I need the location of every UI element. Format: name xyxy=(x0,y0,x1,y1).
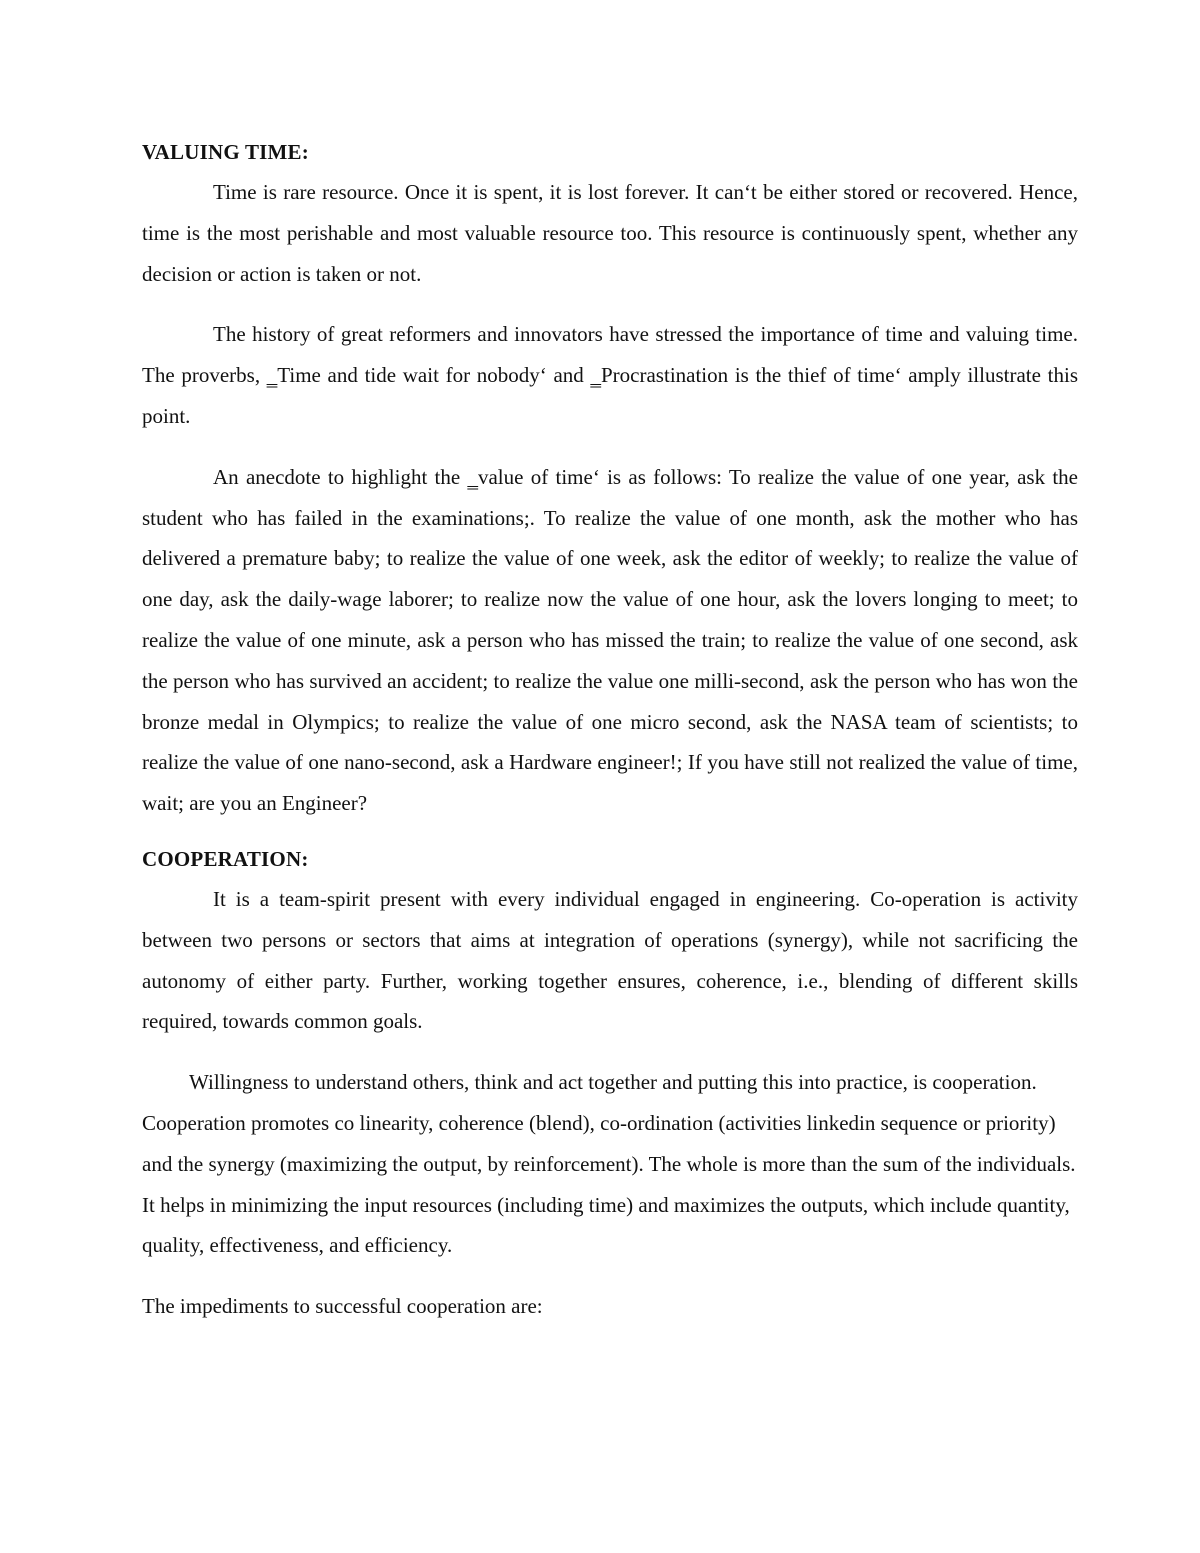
paragraph-willingness: Willingness to understand others, think and act together and putting this into practice, is cooperation. Cooperation promotes co linearity, coherence (blend), co-ordination (activities linkedin sequence or priority) and the synergy (maximizing the output, by reinforcement). The whole is more than the sum of the individuals. It helps in minimizing the input resources (including time) and maximizes the outputs, which include quantity, quality, effectiveness, and efficiency. xyxy=(142,1070,1076,1258)
paragraph-anecdote: An anecdote to highlight the ‗value of time‘ is as follows: To realize the value of one year, ask the student who has failed in the examinations;. To realize the value of one month, ask the mother who has delivered a premature baby; to realize the value of one week, ask the editor of weekly; to realize the value of one day, ask the daily-wage laborer; to realize now the value of one hour, ask the lovers longing to meet; to realize the value of one minute, ask a person who has missed the train; to realize the value of one second, ask the person who has survived an accident; to realize the value one milli-second, ask the person who has won the bronze medal in Olympics; to realize the value of one micro second, ask the NASA team of scientists; to realize the value of one nano-second, ask a Hardware engineer!; If you have still not realized the value of time, wait; are you an Engineer? xyxy=(142,464,1078,816)
paragraph-time-resource: Time is rare resource. Once it is spent, it is lost forever. It can‘t be either stored or recovered. Hence, time is the most perishable and most valuable resource too. This resource is continuously spent, whether any decision or action is taken or not. xyxy=(142,180,1078,286)
paragraph-team-spirit: It is a team-spirit present with every individual engaged in engineering. Co-operation is activity between two persons or sectors that aims at integration of operations (synergy), while not sacrificing the autonomy of either party. Further, working together ensures, coherence, i.e., blending of different skills required, towards common goals. xyxy=(142,886,1078,1034)
section-heading-cooperation: COOPERATION: xyxy=(142,846,309,871)
paragraph-impediments: The impediments to successful cooperation are: xyxy=(142,1294,543,1319)
section-heading-valuing-time: VALUING TIME: xyxy=(142,140,309,164)
paragraph-history-reformers: The history of great reformers and innovators have stressed the importance of time and valuing time. The proverbs, ‗Time and tide wait for nobody‘ and ‗Procrastination is the thief of time‘ amply illustrate this point. xyxy=(142,322,1078,428)
document-body xyxy=(142,132,1078,1327)
